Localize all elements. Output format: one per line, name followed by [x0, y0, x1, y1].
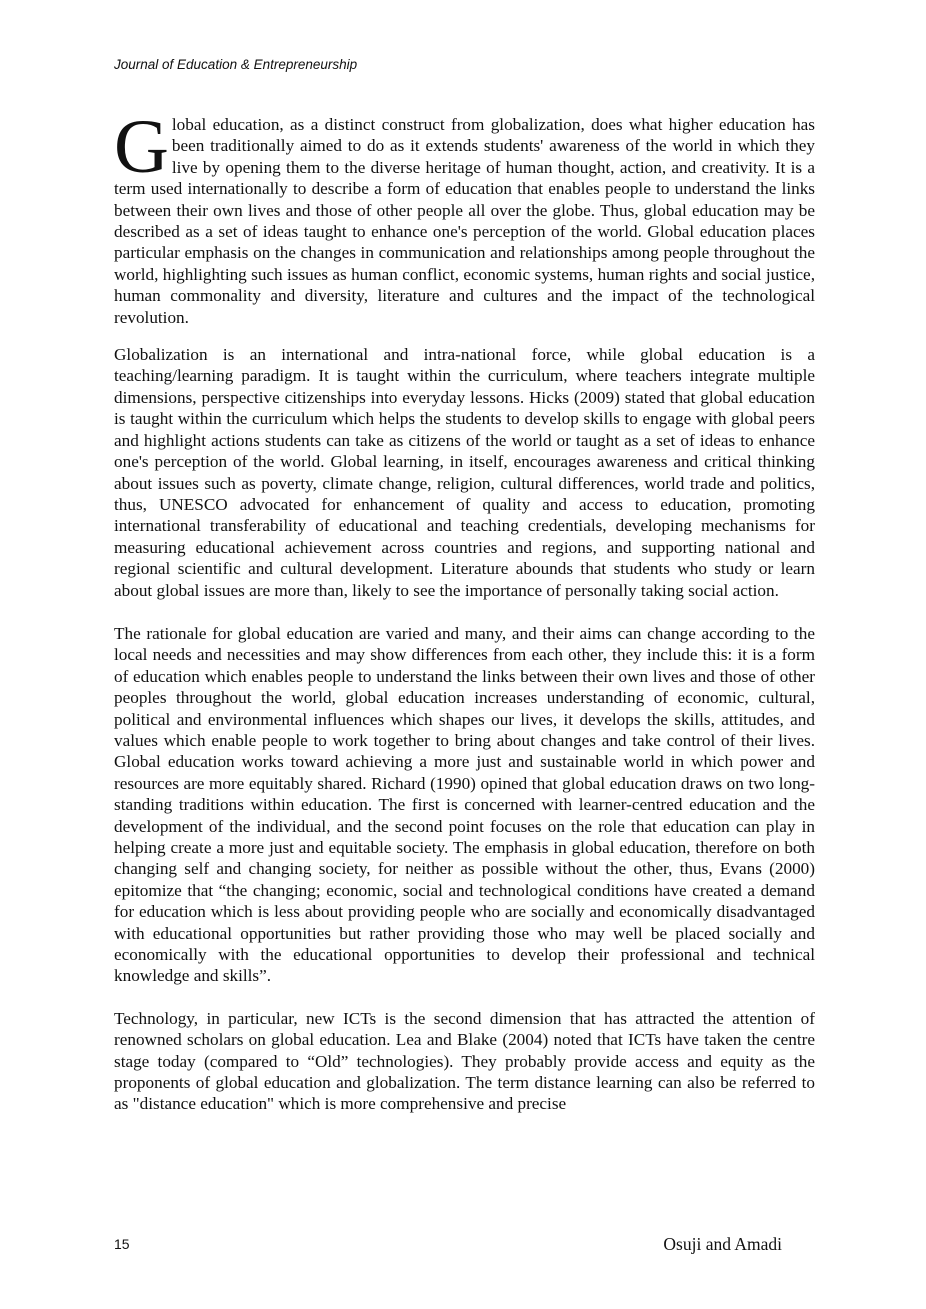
paragraph-1-text: lobal education, as a distinct construct from globalization, does what higher education has been traditionally aimed to do as it extends students' awareness of the world in which they live by opening them to the diverse heritage of human thought, action, and creativity. It is a term used internationally to describe a form of education that enables people to understand the links between their own lives and those of other people all over the globe. Thus, global education may be described as a set of ideas taught to enhance one's perception of the world. Global education places particular emphasis on the changes in communication and relationships among people throughout the world, highlighting such issues as human conflict, economic systems, human rights and social justice, human commonality and diversity, literature and cultures and the impact of the technological revolution. [114, 115, 815, 327]
page-number: 15 [114, 1236, 130, 1252]
article-body [114, 105, 815, 1115]
paragraph-2: Globalization is an international and intra-national force, while global education is a teaching/learning paradigm. It is taught within the curriculum, where teachers integrate multiple dimensions, perspective citizenships into everyday lessons. Hicks (2009) stated that global education is taught within the curriculum which helps the students to develop skills to engage with global peers and highlight actions students can take as citizens of the world or taught as a set of ideas to enhance one's perception of the world. Global learning, in itself, encourages awareness and critical thinking about issues such as poverty, climate change, religion, cultural differences, world trade and politics, thus, UNESCO advocated for enhancement of quality and access to education, promoting international transferability of educational and teaching credentials, developing mechanisms for measuring educational achievement across countries and regions, and supporting national and regional scientific and cultural development. Literature abounds that students who study or learn about global issues are more than, likely to see the importance of personally taking social action. [114, 345, 815, 600]
footer-authors: Osuji and Amadi [663, 1234, 782, 1254]
paragraph-3: The rationale for global education are varied and many, and their aims can change according to the local needs and necessities and may show differences from each other, they include this: it is a form of education which enables people to understand the links between their own lives and those of other peoples throughout the world, global education increases understanding of economic, cultural, political and environmental influences which shapes our lives, it develops the skills, attitudes, and values which enable people to work together to bring about changes and take control of their lives. Global education works toward achieving a more just and sustainable world in which power and resources are more equitably shared. Richard (1990) opined that global education draws on two long-standing traditions within education. The first is concerned with learner-centred education and the development of the individual, and the second point focuses on the role that education can play in helping create a more just and equitable society. The emphasis in global education, therefore on both changing self and changing society, for neither as possible without the other, thus, Evans (2000) epitomize that “the changing; economic, social and technological conditions have created a demand for education which is less about providing people who are socially and economically disadvantaged with educational opportunities but rather providing those who may well be placed socially and economically with the educational opportunities to develop their professional and technical knowledge and skills”. [114, 623, 815, 986]
paragraph-1 [114, 105, 815, 328]
paragraph-4: Technology, in particular, new ICTs is the second dimension that has attracted the attention of renowned scholars on global education. Lea and Blake (2004) noted that ICTs have taken the centre stage today (compared to “Old” technologies). They probably provide access and equity as the proponents of global education and globalization. The term distance learning can also be referred to as "distance education" which is more comprehensive and precise [114, 1008, 815, 1114]
journal-running-head: Journal of Education & Entrepreneurship [114, 57, 358, 72]
drop-cap: G [114, 105, 169, 189]
